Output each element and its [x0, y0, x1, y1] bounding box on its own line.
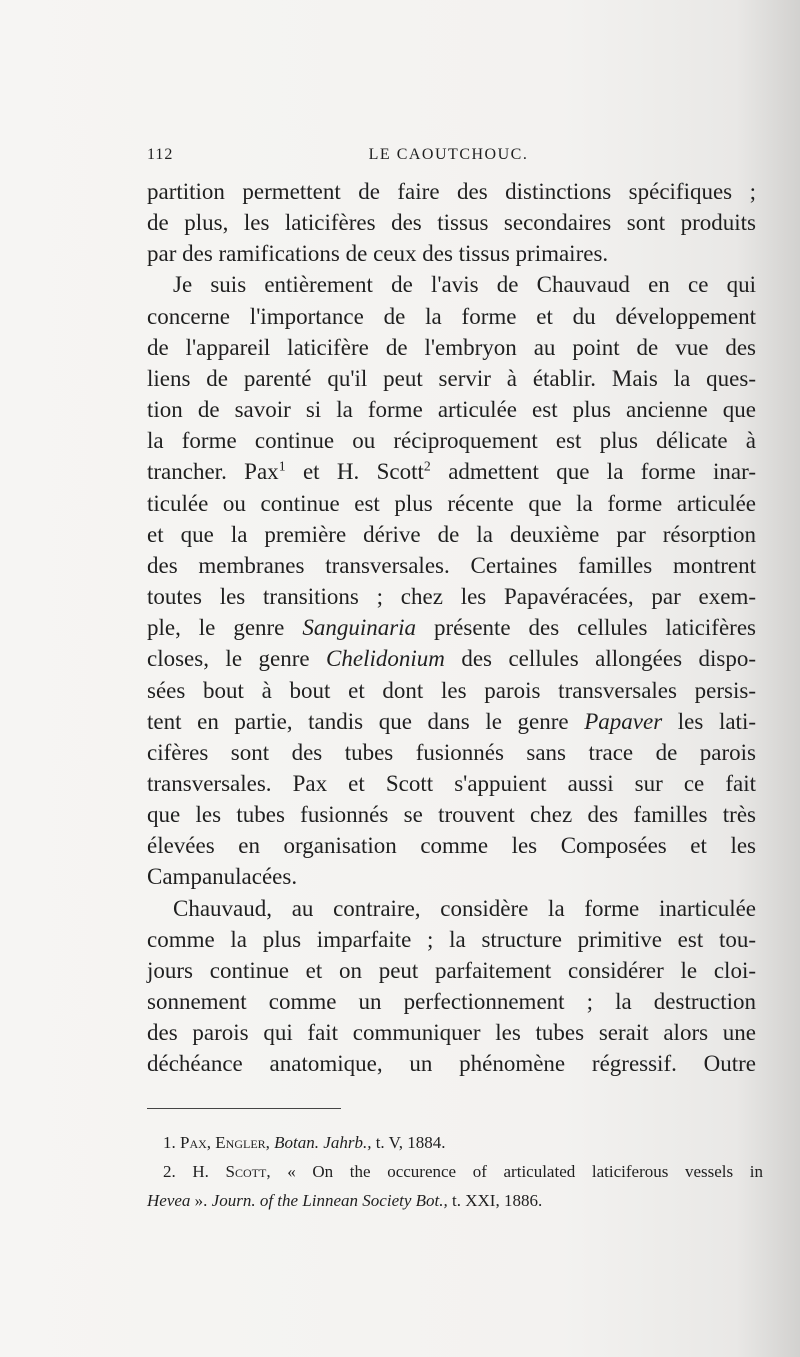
line-text: Chauvaud, au contraire, considère la forme inarticulée: [173, 895, 756, 921]
footnote-1-ref: t. V, 1884.: [375, 1133, 446, 1152]
page-number: 112: [147, 146, 174, 163]
text-line: [147, 768, 756, 799]
text-line: [147, 176, 756, 207]
text-line: [147, 394, 756, 425]
line-text: de l'appareil laticifère de l'embryon au point de vue des: [147, 334, 756, 360]
footnote-2-line-2: [147, 1186, 763, 1215]
text-line: [147, 238, 756, 269]
text-line: [147, 301, 756, 332]
text-line: [147, 332, 756, 363]
text-line: [147, 550, 756, 581]
text-line: [147, 519, 756, 550]
text-line: [147, 924, 756, 955]
line-text: des cellules allongées dispo-: [444, 646, 756, 672]
line-text: partition permettent de faire des distinctions spécifiques ;: [147, 179, 756, 204]
page-header: [147, 146, 750, 170]
line-text: sonnement comme un perfectionnement ; la destruction: [147, 989, 756, 1015]
text-line: [147, 581, 756, 612]
footnote-2-author: H. Scott,: [192, 1162, 271, 1181]
line-text: tent en partie, tandis que dans le genre: [147, 708, 585, 734]
line-text: tion de savoir si la forme articulée est plus ancienne que: [147, 397, 756, 423]
text-line: [147, 643, 756, 674]
text-line: [147, 675, 756, 706]
line-text: déchéance anatomique, un phénomène régressif. Outre: [147, 1051, 756, 1077]
line-text: ticulée ou continue est plus récente que la forme articulée: [147, 490, 756, 516]
footnotes: [147, 1128, 763, 1215]
footnote-1: [147, 1128, 763, 1157]
line-text: élevées en organisation comme les Composées et les: [147, 833, 756, 859]
footnote-2-title: « On the occurence of articulated laticiferous vessels in: [287, 1162, 764, 1181]
line-text: admettent que la forme inar-: [430, 459, 756, 485]
line-text: ple, le genre: [147, 615, 303, 641]
line-text: présente des cellules laticifères: [416, 615, 756, 641]
footnote-1-number: 1.: [163, 1133, 176, 1152]
text-line: [147, 830, 756, 861]
line-text: trancher. Pax: [147, 459, 279, 485]
running-title: LE CAOUTCHOUC.: [368, 146, 529, 163]
line-text: de plus, les laticifères des tissus secondaires sont produits: [147, 210, 756, 236]
line-text: jours continue et on peut parfaitement considérer le cloi-: [147, 957, 756, 983]
line-text: Je suis entièrement de l'avis de Chauvaud en ce qui: [173, 272, 756, 298]
text-line: [147, 861, 756, 892]
line-text: et que la première dérive de la deuxième par résorption: [147, 521, 756, 547]
text-line: [147, 456, 756, 487]
text-line: [147, 737, 756, 768]
line-text: transversales. Pax et Scott s'appuient aussi sur ce fait: [147, 770, 756, 796]
footnote-divider: [147, 1108, 341, 1109]
footnote-1-author: Pax, Engler,: [180, 1133, 270, 1152]
text-line: [147, 893, 756, 924]
text-line: [147, 799, 756, 830]
italic-genus: Sanguinaria: [302, 615, 417, 641]
text-line: [147, 612, 756, 643]
footnote-1-journal: Botan. Jahrb.,: [274, 1133, 372, 1152]
text-line: [147, 986, 756, 1017]
italic-genus: Papaver: [584, 708, 663, 734]
text-line: [147, 706, 756, 737]
footnote-2-journal: Journ. of the Linnean Society Bot.,: [211, 1191, 448, 1210]
line-text: la forme continue ou réciproquement est plus délicate à: [147, 428, 756, 454]
text-line: [147, 425, 756, 456]
line-text: comme la plus imparfaite ; la structure primitive est tou-: [147, 926, 756, 952]
line-text: par des ramifications de ceux des tissus primaires.: [147, 241, 609, 267]
text-line: [147, 955, 756, 986]
line-text: les lati-: [662, 708, 756, 734]
footnote-2-quote-close: ».: [194, 1191, 212, 1210]
line-text: liens de parenté qu'il peut servir à établir. Mais la ques-: [147, 365, 756, 391]
line-text: Campanulacées.: [147, 864, 298, 890]
line-text: toutes les transitions ; chez les Papavéracées, par exem-: [147, 584, 756, 610]
text-line: [147, 363, 756, 394]
footnote-2-ref: t. XXI, 1886.: [452, 1191, 543, 1210]
line-text: des parois qui fait communiquer les tubes serait alors une: [147, 1020, 756, 1046]
body-text: [147, 176, 756, 1080]
footnote-marker: 2: [423, 458, 431, 474]
text-line: [147, 1048, 756, 1079]
line-text: closes, le genre: [147, 646, 327, 672]
text-line: [147, 207, 756, 238]
footnote-2-genus: Hevea: [147, 1191, 191, 1210]
footnote-2-number: 2.: [163, 1162, 176, 1181]
footnote-2-line-1: [147, 1157, 763, 1186]
line-text: et H. Scott: [285, 459, 424, 485]
footnote-marker: 1: [278, 458, 286, 474]
line-text: cifères sont des tubes fusionnés sans trace de parois: [147, 739, 756, 765]
line-text: que les tubes fusionnés se trouvent chez des familles très: [147, 802, 756, 828]
line-text: concerne l'importance de la forme et du développement: [147, 303, 756, 329]
line-text: des membranes transversales. Certaines familles montrent: [147, 552, 756, 578]
text-line: [147, 269, 756, 300]
line-text: sées bout à bout et dont les parois transversales persis-: [147, 677, 756, 703]
text-line: [147, 488, 756, 519]
text-line: [147, 1017, 756, 1048]
italic-genus: Chelidonium: [326, 646, 445, 672]
